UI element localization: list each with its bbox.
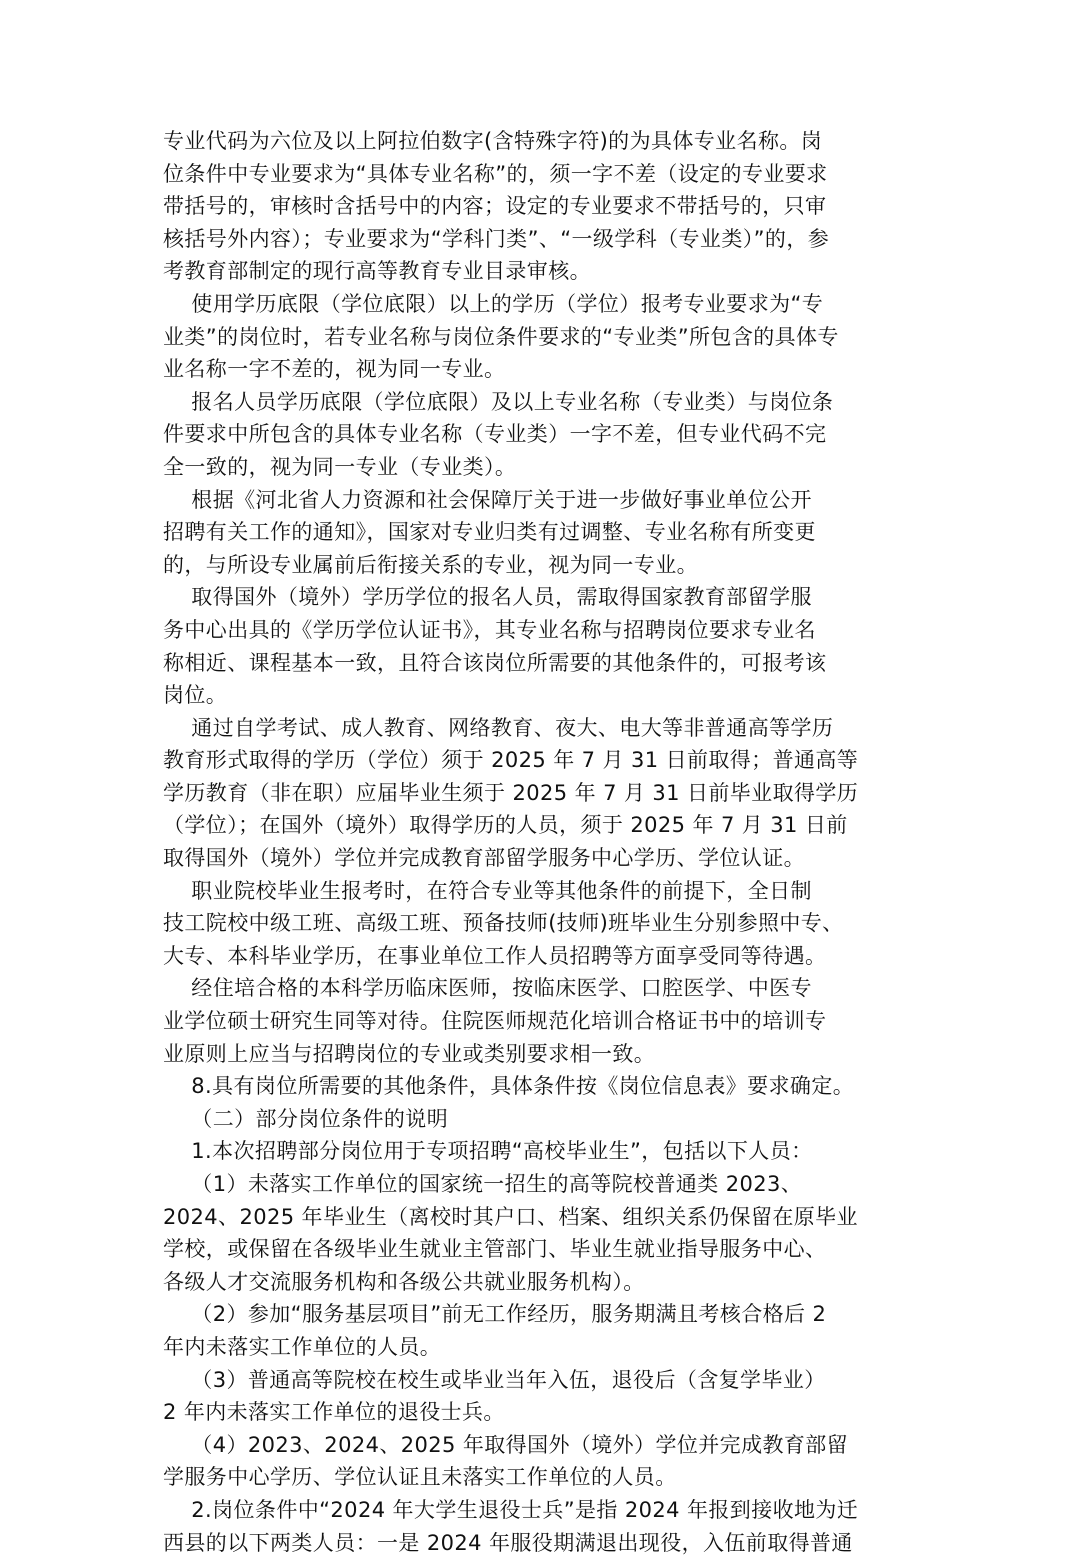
text-line: （二）部分岗位条件的说明 — [163, 1106, 449, 1131]
text-line: 职业院校毕业生报考时，在符合专业等其他条件的前提下，全日制 — [163, 878, 812, 903]
text-line: 通过自学考试、成人教育、网络教育、夜大、电大等非普通高等学历 — [163, 715, 834, 740]
text-line: 取得国外（境外）学历学位的报名人员，需取得国家教育部留学服 — [163, 585, 812, 610]
text-line: 年内未落实工作单位的人员。 — [163, 1334, 442, 1359]
text-line: 2.岗位条件中“2024 年大学生退役士兵”是指 2024 年报到接收地为迁 — [163, 1497, 859, 1522]
text-line: 2 年内未落实工作单位的退役士兵。 — [163, 1400, 505, 1425]
text-line: 2024、2025 年毕业生（离校时其户口、档案、组织关系仍保留在原毕业 — [163, 1204, 858, 1229]
text-line: 的，与所设专业属前后衔接关系的专业，视为同一专业。 — [163, 552, 698, 577]
text-line: 取得国外（境外）学位并完成教育部留学服务中心学历、学位认证。 — [163, 846, 805, 871]
text-line: 经住培合格的本科学历临床医师，按临床医学、口腔医学、中医专 — [163, 976, 812, 1001]
text-line: 使用学历底限（学位底限）以上的学历（学位）报考专业要求为“专 — [163, 291, 824, 316]
text-line: 招聘有关工作的通知》，国家对专业归类有过调整、专业名称有所变更 — [163, 520, 816, 545]
text-line: 务中心出具的《学历学位认证书》，其专业名称与招聘岗位要求专业名 — [163, 617, 816, 642]
text-line: 称相近、课程基本一致，且符合该岗位所需要的其他条件的，可报考该 — [163, 650, 827, 675]
document-body — [163, 125, 923, 1559]
text-line: 业学位硕士研究生同等对待。住院医师规范化培训合格证书中的培训专 — [163, 1009, 827, 1034]
text-line: 带括号的，审核时含括号中的内容；设定的专业要求不带括号的，只审 — [163, 194, 827, 219]
text-line: 报名人员学历底限（学位底限）及以上专业名称（专业类）与岗位条 — [163, 389, 834, 414]
text-line: 核括号外内容）；专业要求为“学科门类”、“一级学科（专业类）”的，参 — [163, 226, 830, 251]
text-line: 件要求中所包含的具体专业名称（专业类）一字不差，但专业代码不完 — [163, 422, 827, 447]
text-line: 业类”的岗位时，若专业名称与岗位条件要求的“专业类”所包含的具体专 — [163, 324, 839, 349]
text-line: 西县的以下两类人员：一是 2024 年服役期满退出现役，入伍前取得普通 — [163, 1530, 853, 1555]
text-line: 1.本次招聘部分岗位用于专项招聘“高校毕业生”，包括以下人员： — [163, 1139, 813, 1164]
text-line: 全一致的，视为同一专业（专业类）。 — [163, 454, 517, 479]
text-line: （学位）；在国外（境外）取得学历的人员，须于 2025 年 7 月 31 日前 — [163, 813, 848, 838]
text-line: 考教育部制定的现行高等教育专业目录审核。 — [163, 259, 591, 284]
text-line: 业名称一字不差的，视为同一专业。 — [163, 357, 506, 382]
text-line: （4）2023、2024、2025 年取得国外（境外）学位并完成教育部留 — [163, 1432, 849, 1457]
text-line: 教育形式取得的学历（学位）须于 2025 年 7 月 31 日前取得；普通高等 — [163, 748, 859, 773]
text-line: （2）参加“服务基层项目”前无工作经历，服务期满且考核合格后 2 — [163, 1302, 827, 1327]
text-line: 岗位。 — [163, 683, 228, 708]
text-line: 位条件中专业要求为“具体专业名称”的，须一字不差（设定的专业要求 — [163, 161, 828, 186]
text-line: 学服务中心学历、学位认证且未落实工作单位的人员。 — [163, 1465, 677, 1490]
text-line: 各级人才交流服务机构和各级公共就业服务机构）。 — [163, 1269, 645, 1294]
text-line: 学校，或保留在各级毕业生就业主管部门、毕业生就业指导服务中心、 — [163, 1237, 827, 1262]
text-line: 技工院校中级工班、高级工班、预备技师(技师)班毕业生分别参照中专、 — [163, 911, 844, 936]
text-line: 大专、本科毕业学历，在事业单位工作人员招聘等方面享受同等待遇。 — [163, 943, 827, 968]
text-line: （3）普通高等院校在校生或毕业当年入伍，退役后（含复学毕业） — [163, 1367, 826, 1392]
text-line: 根据《河北省人力资源和社会保障厅关于进一步做好事业单位公开 — [163, 487, 812, 512]
text-line: 学历教育（非在职）应届毕业生须于 2025 年 7 月 31 日前毕业取得学历 — [163, 780, 859, 805]
text-line: 业原则上应当与招聘岗位的专业或类别要求相一致。 — [163, 1041, 656, 1066]
text-line: （1）未落实工作单位的国家统一招生的高等院校普通类 2023、 — [163, 1172, 803, 1196]
text-line: 专业代码为六位及以上阿拉伯数字(含特殊字符)的为具体专业名称。岗 — [163, 129, 823, 153]
text-line: 8.具有岗位所需要的其他条件，具体条件按《岗位信息表》要求确定。 — [163, 1074, 855, 1099]
